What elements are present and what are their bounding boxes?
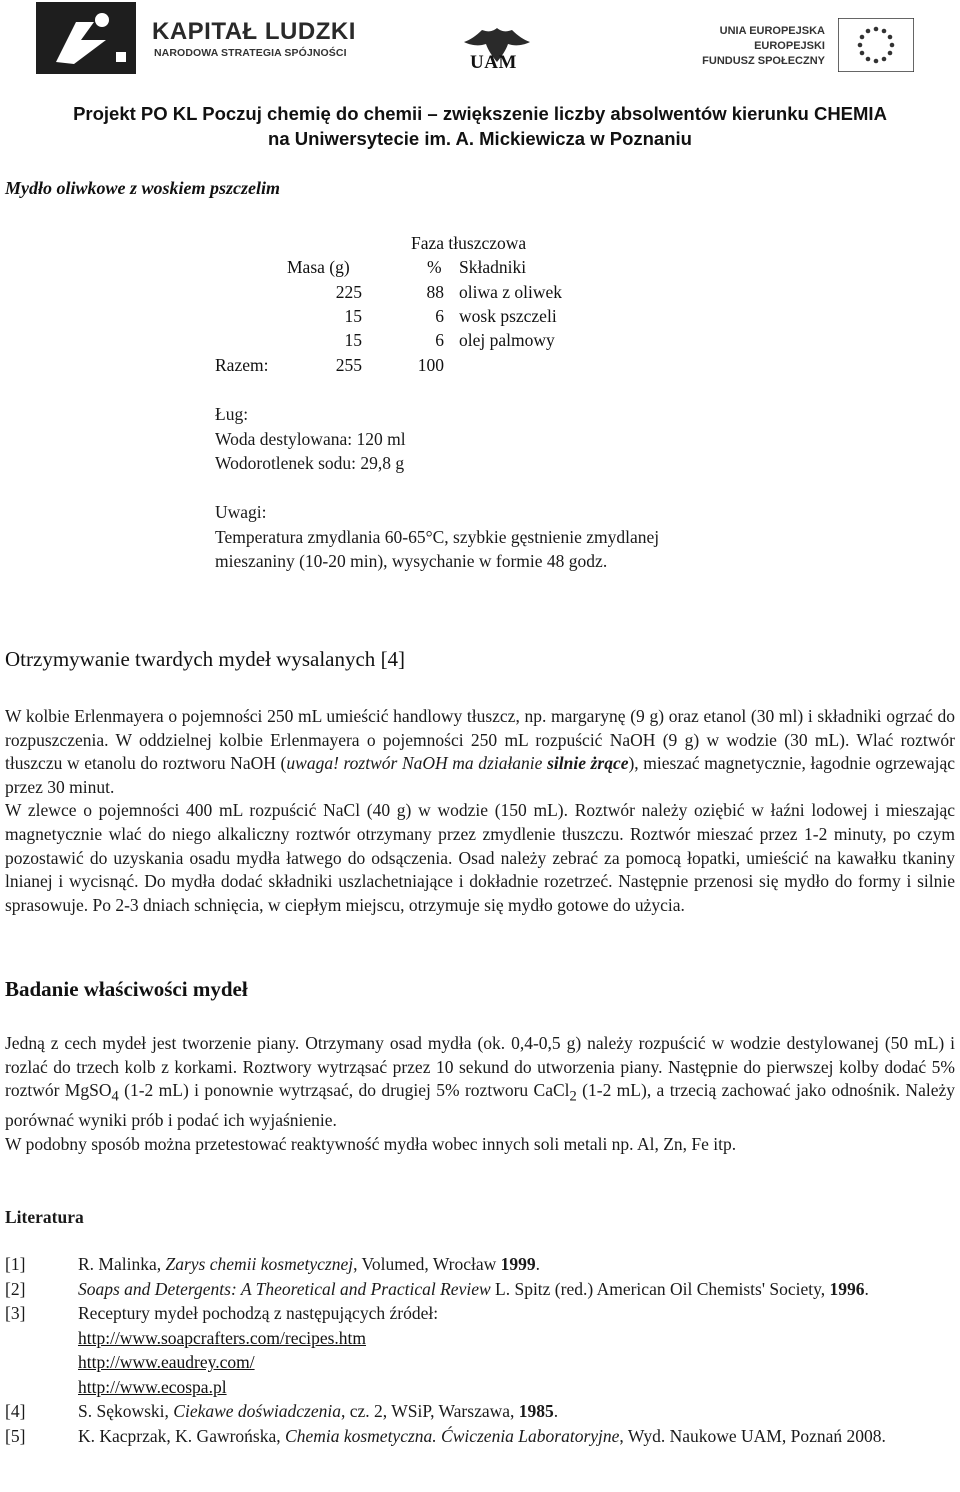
paragraph: W podobny sposób można przetestować reaktywność mydła wobec innych soli metali np. Al, Zn, Fe itp. <box>5 1133 737 1154</box>
table-row-pct: 88 <box>426 282 444 302</box>
ref-title: Chemia kosmetyczna. Ćwiczenia Laboratoryjne <box>285 1425 620 1446</box>
eu-line-2: EUROPEJSKI <box>754 40 825 52</box>
ref-text: Receptury mydeł pochodzą z następujących źródeł: <box>78 1303 439 1323</box>
table-row-name: oliwa z oliwek <box>459 282 563 302</box>
ref-year: 1996 <box>829 1278 865 1299</box>
warning-strong-text: silnie żrące <box>547 753 629 774</box>
recipe-title: Mydło oliwkowe z woskiem pszczelim <box>5 178 281 198</box>
reference-number: [2] <box>5 1278 26 1299</box>
table-total-mass: 255 <box>335 355 362 375</box>
eu-line-3: FUNDUSZ SPOŁECZNY <box>702 55 825 67</box>
paragraph-text: ), mieszać magnetycznie, łagodnie ogrzewając przez 30 minut. <box>5 753 955 797</box>
table-phase-header: Faza tłuszczowa <box>411 233 527 253</box>
ref-text: . <box>535 1254 541 1274</box>
table-row-pct: 6 <box>435 306 444 326</box>
section-heading-hard-soaps <box>5 647 405 672</box>
table-row-name: olej palmowy <box>459 330 555 350</box>
ref-year: 1985 <box>518 1401 554 1421</box>
table-row-mass: 15 <box>344 330 362 350</box>
paragraph <box>5 1032 955 1133</box>
project-title-line-1: Projekt PO KL Poczuj chemię do chemii – zwiększenie liczby absolwentów kierunku CHEMIA <box>73 103 887 124</box>
reference-number: [3] <box>5 1303 26 1323</box>
source-link-soapcrafters[interactable]: http://www.soapcrafters.com/recipes.htm <box>78 1327 367 1348</box>
subscript: 4 <box>111 1088 119 1105</box>
table-header-mass: Masa (g) <box>287 257 350 277</box>
reference-list <box>5 1252 955 1448</box>
reference-number: [4] <box>5 1401 26 1421</box>
ref-text: S. Sękowski, <box>78 1401 174 1421</box>
ref-text: , Volumed, Wrocław <box>353 1254 501 1274</box>
reference-item <box>5 1399 955 1424</box>
notes-label: Uwagi: <box>215 502 267 522</box>
table-row-name: wosk pszczeli <box>459 306 557 326</box>
notes-section <box>215 500 735 574</box>
reference-item <box>5 1277 955 1302</box>
table-row-mass: 225 <box>335 282 362 302</box>
reference-body <box>78 1424 955 1449</box>
lye-naoh: Wodorotlenek sodu: 29,8 g <box>215 453 405 473</box>
source-link-ecospa[interactable]: http://www.ecospa.pl <box>78 1376 227 1397</box>
source-link-eaudrey[interactable]: http://www.eaudrey.com/ <box>78 1352 255 1372</box>
reference-body <box>78 1252 955 1277</box>
warning-text: uwaga! roztwór NaOH ma działanie <box>286 753 548 774</box>
lye-water: Woda destylowana: 120 ml <box>215 428 406 449</box>
section-heading-soap-properties: Badanie właściwości mydeł <box>5 977 248 1001</box>
section-heading-ref: [4] <box>380 647 406 671</box>
hard-soaps-text <box>5 705 955 917</box>
ref-text: . <box>864 1278 869 1299</box>
ref-year: 1999 <box>500 1254 536 1274</box>
table-header-ingredients: Składniki <box>459 257 527 277</box>
notes-text: Temperatura zmydlania 60-65°C, szybkie gęstnienie zmydlanej mieszaniny (10-20 min), wysychanie w formie 48 godz. <box>215 526 660 571</box>
table-total-label: Razem: <box>215 355 269 375</box>
ref-title: Soaps and Detergents: A Theoretical and Practical Review <box>78 1278 491 1299</box>
paragraph <box>5 705 955 799</box>
paragraph-text: Jedną z cech mydeł jest tworzenie piany. Otrzymany osad mydła (ok. 0,4-0,5 g) należy rozpuścić w wodzie destylowanej (50 mL) i rozlać do trzech kolb z korkami. Roztwory wytrząsać przez 10 sekund do utworzenia piany. Następnie do pierwszej kolby dodać 5% roztwór MgSO <box>5 1033 955 1101</box>
ingredients-table <box>0 0 960 380</box>
ref-text: , cz. 2, WSiP, Warszawa, <box>340 1401 519 1421</box>
ref-text: L. Spitz (red.) American Oil Chemists' Society, <box>490 1278 830 1299</box>
subscript: 2 <box>569 1088 577 1105</box>
lye-label: Ług: <box>215 404 249 424</box>
reference-item <box>5 1252 955 1277</box>
reference-item <box>5 1301 955 1399</box>
lye-section <box>215 402 615 476</box>
reference-number: [5] <box>5 1425 26 1446</box>
reference-number: [1] <box>5 1254 26 1274</box>
ref-text: R. Malinka, <box>78 1254 166 1274</box>
ref-text: . <box>553 1401 559 1421</box>
ref-text: , Wyd. Naukowe UAM, Poznań 2008. <box>619 1425 886 1446</box>
paragraph: W zlewce o pojemności 400 mL rozpuścić NaCl (40 g) w wodzie (150 mL). Roztwór należy oziębić w łaźni lodowej i mieszając magnetycznie wlać do niego alkaliczny roztwór otrzymany przez zmydlenie tłuszczu. Roztwór mieszać przez 1-2 minuty, po czym pozostawić do uzyskania osadu mydła łatwego do odsączenia. Osad należy zebrać za pomocą łopatki, umieścić na kawałku tkaniny lnianej i wycisnąć. Do mydła dodać składniki uszlachetniające i dokładnie rozetrzeć. Następnie przenosi się mydło do formy i silnie sprasowuje. Po 2-3 dniach schnięcia, w ciepłym miejscu, otrzymuje się mydło gotowe do użycia. <box>5 800 955 915</box>
kapital-ludzki-subtitle: NARODOWA STRATEGIA SPÓJNOŚCI <box>154 47 347 59</box>
table-row-mass: 15 <box>344 306 362 326</box>
reference-item <box>5 1424 955 1449</box>
reference-body <box>78 1399 955 1424</box>
eu-line-1: UNIA EUROPEJSKA <box>719 25 825 37</box>
soap-properties-text <box>5 1032 955 1156</box>
kapital-ludzki-title: KAPITAŁ LUDZKI <box>152 18 356 45</box>
ref-text: K. Kacprzak, K. Gawrońska, <box>78 1425 286 1446</box>
table-header-pct: % <box>427 257 442 277</box>
table-total-pct: 100 <box>417 355 444 375</box>
project-title-line-2: na Uniwersytecie im. A. Mickiewicza w Poznaniu <box>268 128 692 149</box>
table-row-pct: 6 <box>435 330 444 350</box>
reference-body <box>78 1277 955 1302</box>
reference-body <box>78 1301 955 1399</box>
paragraph-text: (1-2 mL), a trzecią zachować jako odnośnik. Należy porównać wyniki prób i podać ich wyjaśnienie. <box>5 1080 955 1131</box>
uam-wordmark: UAM <box>470 52 517 73</box>
literature-title: Literatura <box>5 1207 84 1227</box>
ref-title: Zarys chemii kosmetycznej <box>165 1254 354 1274</box>
paragraph-text: (1-2 mL) i ponownie wytrząsać, do drugiej 5% roztworu CaCl <box>118 1080 570 1101</box>
paragraph-text: W kolbie Erlenmayera o pojemności 250 mL umieścić handlowy tłuszcz, np. margarynę (9 g) oraz etanol (30 ml) i składniki ogrzać do rozpuszczenia. W oddzielnej kolbie Erlenmayera o pojemności 250 mL rozpuścić NaOH (9 g) w wodzie (30 mL). Wlać roztwór tłuszczu w etanolu do roztworu NaOH ( <box>5 706 955 774</box>
section-heading-text: Otrzymywanie twardych mydeł wysalanych <box>5 647 376 671</box>
ref-title: Ciekawe doświadczenia <box>173 1401 341 1421</box>
